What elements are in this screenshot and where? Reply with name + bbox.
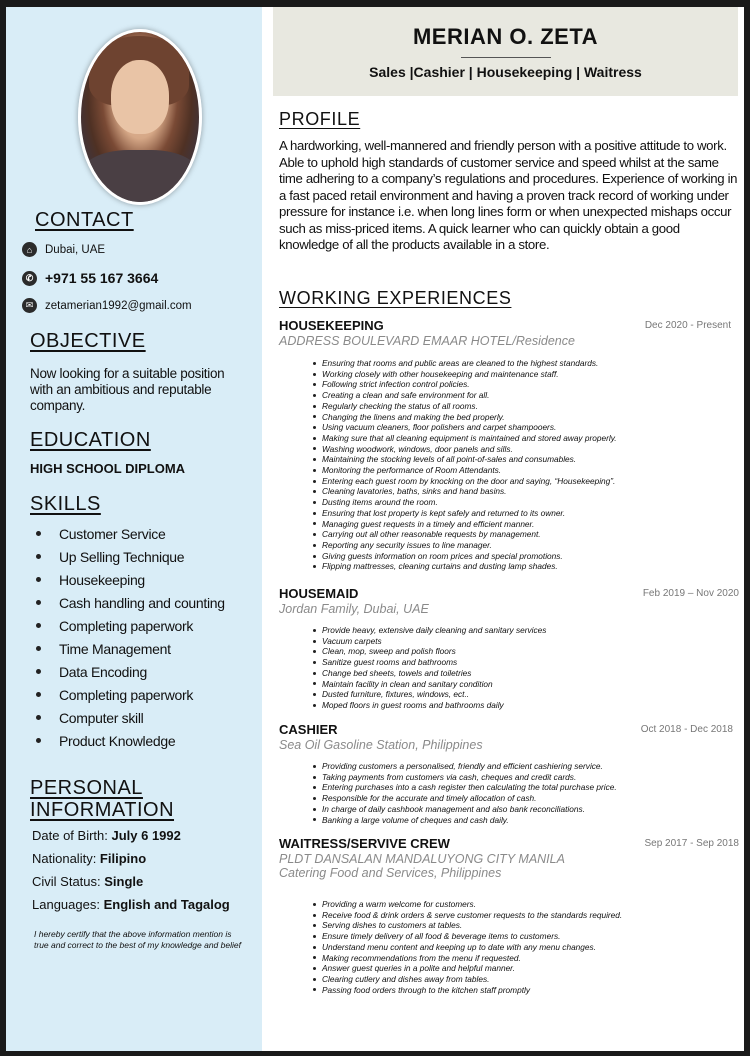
list-item: Changing the linens and making the bed properly. — [313, 412, 617, 423]
languages-value: English and Tagalog — [103, 897, 230, 912]
job-waitress — [279, 836, 739, 995]
education-title: EDUCATION — [30, 429, 151, 451]
list-item: Flipping mattresses, cleaning curtains and dusting lamp shades. — [313, 561, 617, 572]
personal-title-line1: PERSONAL — [30, 777, 143, 799]
list-item: Reporting any security issues to line manager. — [313, 540, 617, 551]
civil-status-row — [32, 874, 143, 889]
list-item: Up Selling Technique — [36, 545, 225, 568]
objective-title: OBJECTIVE — [30, 330, 146, 352]
skills-title: SKILLS — [30, 493, 101, 515]
nationality-value: Filipino — [99, 851, 147, 866]
list-item: Making recommendations from the menu if requested. — [313, 953, 622, 964]
list-item: Understand menu content and keeping up to date with any menu changes. — [313, 942, 622, 953]
list-item: Answer guest queries in a polite and helpful manner. — [313, 963, 622, 974]
list-item: Monitoring the performance of Room Attendants. — [313, 465, 617, 476]
dob-row — [32, 828, 181, 843]
list-item: Washing woodwork, windows, door panels and sills. — [313, 444, 617, 455]
job-housemaid — [279, 586, 739, 710]
envelope-icon: ✉ — [22, 298, 37, 313]
list-item: Data Encoding — [36, 660, 225, 683]
job-duties — [313, 625, 546, 711]
job-company: ADDRESS BOULEVARD EMAAR HOTEL/Residence — [279, 334, 575, 348]
job-title: HOUSEKEEPING — [279, 318, 384, 333]
civil-status-label: Civil Status: — [32, 874, 105, 889]
job-duties — [313, 899, 622, 995]
contact-title: CONTACT — [35, 209, 134, 231]
job-cashier — [279, 722, 739, 825]
job-dates: Feb 2019 – Nov 2020 — [642, 588, 739, 599]
list-item: Managing guest requests in a timely and efficient manner. — [313, 519, 617, 530]
profile-photo — [78, 29, 202, 205]
nationality-row — [32, 851, 146, 866]
list-item: Responsible for the accurate and timely allocation of cash. — [313, 793, 617, 804]
location-text: Dubai, UAE — [45, 243, 106, 256]
sidebar — [6, 7, 262, 1051]
list-item: Ensuring that lost property is kept safely and returned to its owner. — [313, 508, 617, 519]
list-item: Change bed sheets, towels and toiletries — [313, 668, 546, 679]
list-item: Sanitize guest rooms and bathrooms — [313, 657, 546, 668]
job-company: PLDT DANSALAN MANDALUYONG CITY MANILA — [279, 852, 565, 866]
job-dates: Sep 2017 - Sep 2018 — [644, 838, 739, 849]
list-item: Completing paperwork — [36, 683, 225, 706]
contact-location — [22, 242, 105, 257]
list-item: Using vacuum cleaners, floor polishers and carpet shampooers. — [313, 422, 617, 433]
list-item: Creating a clean and safe environment for all. — [313, 390, 617, 401]
civil-status-value: Single — [104, 874, 144, 889]
list-item: Provide heavy, extensive daily cleaning and sanitary services — [313, 625, 546, 636]
job-dates: Oct 2018 - Dec 2018 — [640, 724, 733, 735]
candidate-name: MERIAN O. ZETA — [412, 24, 599, 49]
job-duties — [313, 358, 617, 572]
contact-phone — [22, 270, 158, 286]
education-degree: HIGH SCHOOL DIPLOMA — [30, 461, 186, 476]
list-item: Entering each guest room by knocking on the door and saying, “Housekeeping”. — [313, 476, 617, 487]
contact-email — [22, 298, 192, 313]
dob-value: July 6 1992 — [111, 828, 181, 843]
list-item: Cash handling and counting — [36, 591, 225, 614]
resume-page — [6, 7, 744, 1051]
list-item: Carrying out all other reasonable requests by management. — [313, 529, 617, 540]
certification-text: I hereby certify that the above information mention is true and correct to the best of my knowledge and belief — [34, 929, 241, 950]
list-item: Dusting items around the room. — [313, 497, 617, 508]
list-item: Banking a large volume of cheques and cash daily. — [313, 815, 617, 826]
languages-row — [32, 897, 230, 912]
profile-text: A hardworking, well-mannered and friendly person with a positive attitude to work. Able to uphold high standards of customer service and speed whilst at the same time adhering to a company’s regulations and procedures. Experience of working in a fast paced retail environment and having a proven track record of working under pressure for instance i.e. when long lines form or when unexpected mishaps occur such as miss-priced items. A quick learner who can quickly obtain a good knowledge of all the products available in a store. — [279, 138, 738, 252]
list-item: Working closely with other housekeeping and maintenance staff. — [313, 369, 617, 380]
objective-text: Now looking for a suitable position with an ambitious and reputable company. — [30, 366, 225, 413]
list-item: Customer Service — [36, 522, 225, 545]
list-item: Providing customers a personalised, friendly and efficient cashiering service. — [313, 761, 617, 772]
list-item: Maintain facility in clean and sanitary condition — [313, 679, 546, 690]
job-title: HOUSEMAID — [279, 586, 359, 601]
candidate-roles: Sales |Cashier | Housekeeping | Waitress — [369, 64, 642, 80]
list-item: Making sure that all cleaning equipment is maintained and stored away properly. — [313, 433, 617, 444]
list-item: Serving dishes to customers at tables. — [313, 920, 622, 931]
list-item: Housekeeping — [36, 568, 225, 591]
personal-title — [30, 777, 174, 821]
list-item: Product Knowledge — [36, 729, 225, 752]
name-header — [273, 7, 738, 96]
name-divider — [461, 57, 551, 58]
list-item: Clearing cutlery and dishes away from tables. — [313, 974, 622, 985]
list-item: Entering purchases into a cash register then calculating the total purchase price. — [313, 782, 617, 793]
skills-list — [36, 522, 225, 752]
list-item: Passing food orders through to the kitchen staff promptly — [313, 985, 622, 996]
phone-icon: ✆ — [22, 271, 37, 286]
home-icon: ⌂ — [22, 242, 37, 257]
nationality-label: Nationality: — [32, 851, 100, 866]
list-item: In charge of daily cashbook management and also bank reconciliations. — [313, 804, 617, 815]
list-item: Cleaning lavatories, baths, sinks and hand basins. — [313, 486, 617, 497]
job-company: Sea Oil Gasoline Station, Philippines — [279, 738, 483, 752]
list-item: Moped floors in guest rooms and bathrooms daily — [313, 700, 546, 711]
job-dates: Dec 2020 - Present — [644, 320, 731, 331]
job-housekeeping — [279, 318, 739, 572]
job-company: Jordan Family, Dubai, UAE — [279, 602, 429, 616]
list-item: Completing paperwork — [36, 614, 225, 637]
list-item: Following strict infection control policies. — [313, 379, 617, 390]
list-item: Time Management — [36, 637, 225, 660]
list-item: Ensure timely delivery of all food & beverage items to customers. — [313, 931, 622, 942]
list-item: Ensuring that rooms and public areas are cleaned to the highest standards. — [313, 358, 617, 369]
job-company-line2: Catering Food and Services, Philippines — [279, 866, 502, 880]
list-item: Regularly checking the status of all rooms. — [313, 401, 617, 412]
email-text: zetamerian1992@gmail.com — [45, 299, 192, 312]
list-item: Maintaining the stocking levels of all point-of-sales and consumables. — [313, 454, 617, 465]
languages-label: Languages: — [32, 897, 104, 912]
personal-title-line2: INFORMATION — [30, 799, 175, 821]
experience-title: WORKING EXPERIENCES — [279, 288, 512, 308]
job-duties — [313, 761, 617, 825]
list-item: Computer skill — [36, 706, 225, 729]
list-item: Providing a warm welcome for customers. — [313, 899, 622, 910]
list-item: Giving guests information on room prices and special promotions. — [313, 551, 617, 562]
list-item: Dusted furniture, fixtures, windows, ect.. — [313, 689, 546, 700]
list-item: Receive food & drink orders & serve customer requests to the standards required. — [313, 910, 622, 921]
job-title: WAITRESS/SERVIVE CREW — [279, 836, 450, 851]
list-item: Taking payments from customers via cash, cheques and credit cards. — [313, 772, 617, 783]
list-item: Vacuum carpets — [313, 636, 546, 647]
phone-text: +971 55 167 3664 — [45, 270, 159, 286]
dob-label: Date of Birth: — [32, 828, 112, 843]
profile-title: PROFILE — [279, 109, 361, 129]
list-item: Clean, mop, sweep and polish floors — [313, 646, 546, 657]
job-title: CASHIER — [279, 722, 338, 737]
